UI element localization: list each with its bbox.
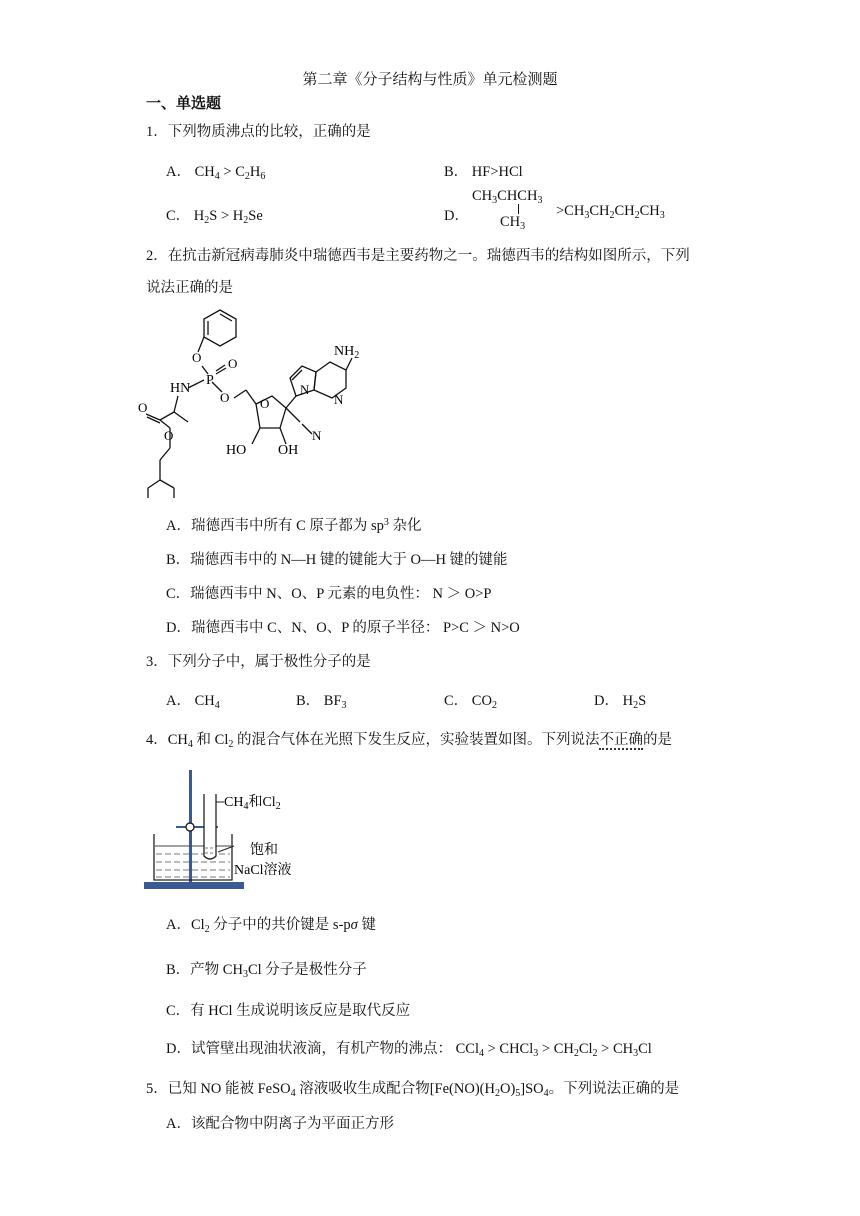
question-4-stem-end: 的是	[642, 732, 672, 748]
q4-option-b: B．产物 $CH_3Cl$ 分子是极性分子	[166, 962, 367, 980]
q4-option-d-text: D．试管壁出现油状液滴，有机产物的沸点：	[166, 1041, 452, 1057]
solution-label-1: 饱和	[250, 843, 278, 858]
gas-label: $CH_4$和$Cl_2$	[224, 795, 281, 812]
q1-option-d-bond	[518, 204, 519, 214]
hn-label: HN	[170, 381, 191, 396]
q1-option-a-label: A．	[166, 164, 191, 180]
section-heading: 一、单选题	[146, 96, 222, 112]
question-3-stem: 3．下列分子中，属于极性分子的是	[146, 654, 371, 670]
svg-text:O: O	[138, 400, 148, 415]
q3-option-a-label: A．	[166, 693, 191, 709]
q1-option-b-label: B．	[444, 164, 469, 180]
q1-option-d-main-chain: $CH_3CHCH_3$	[472, 188, 543, 206]
question-2-stem-line2: 说法正确的是	[146, 280, 233, 296]
svg-text:N: N	[334, 392, 344, 407]
q2-option-a: A．瑞德西韦中所有 C 原子都为 $sp^3$ 杂化	[166, 517, 422, 534]
svg-text:N: N	[312, 428, 322, 443]
svg-text:O: O	[228, 356, 238, 371]
q2-option-c: C．瑞德西韦中 N、O、P 元素的电负性： N ＞ O>P	[166, 586, 492, 602]
svg-text:O: O	[220, 390, 230, 405]
question-1-stem: 1．下列物质沸点的比较，正确的是	[146, 124, 371, 140]
emphasis-not-correct: 不正确	[599, 732, 643, 748]
q1-option-a	[166, 160, 265, 181]
svg-text:O: O	[164, 428, 174, 443]
q1-option-b	[444, 160, 523, 181]
q1-option-c-label: C．	[166, 208, 191, 224]
q3-option-c: C． $CO_2$	[444, 693, 497, 711]
phosphorus-label: P	[206, 373, 214, 388]
q3-option-c-label: C．	[444, 693, 469, 709]
q1-option-d-label: D．	[444, 208, 469, 224]
nh2-label: $NH_2$	[334, 344, 360, 361]
q5-option-a: A．该配合物中阴离子为平面正方形	[166, 1116, 394, 1132]
q1-option-c	[166, 204, 263, 225]
q2-option-b: B．瑞德西韦中的 N—H 键的键能大于 O—H 键的键能	[166, 552, 508, 568]
q2-option-d: D．瑞德西韦中 C、N、O、P 的原子半径： P>C ＞ N>O	[166, 620, 520, 636]
q1-option-b-text: HF>HCl	[471, 164, 523, 180]
solution-label-2: NaCl溶液	[234, 863, 292, 878]
q4-option-d: D．试管壁出现油状液滴，有机产物的沸点： CCl$_4$ > CHCl$_3$ > $CH_2Cl_2 > CH_3Cl$	[166, 1041, 652, 1059]
ho-label: HO	[226, 443, 247, 458]
q3-option-d-label: D．	[594, 693, 619, 709]
q1-option-a-formula: $CH_4 > C_2H_6$	[194, 164, 266, 182]
q1-option-d-comparison: $>CH_3CH_2CH_2CH_3$	[556, 203, 665, 221]
q4-option-c: C．有 HCl 生成说明该反应是取代反应	[166, 1003, 411, 1019]
question-5-stem: 5．已知 NO 能被 FeSO$_4$ 溶液吸收生成配合物$[Fe(NO)(H_2O)_5]SO_4$。下列说法正确的是	[146, 1081, 680, 1099]
q3-option-b-label: B．	[296, 693, 321, 709]
question-4-stem: 4．$CH_4$ 和 $Cl_2$ 的混合气体在光照下发生反应，实验装置如图。下列说法不正确的是	[146, 732, 672, 750]
svg-text:N: N	[300, 382, 310, 397]
q4-option-a: A．$Cl_2$ 分子中的共价键是 s-pσ 键	[166, 917, 376, 935]
q3-option-b: B． $BF_3$	[296, 693, 347, 711]
remdesivir-structure-figure	[130, 300, 390, 500]
oh-label: OH	[278, 443, 299, 458]
q1-option-d-branch: $CH_3$	[500, 214, 526, 232]
svg-text:O: O	[260, 396, 270, 411]
page-title: 第二章《分子结构与性质》单元检测题	[302, 72, 558, 88]
svg-text:O: O	[192, 350, 202, 365]
question-2-stem-line1: 2．在抗击新冠病毒肺炎中瑞德西韦是主要药物之一。瑞德西韦的结构如图所示，下列	[146, 248, 690, 264]
apparatus-figure	[140, 764, 340, 894]
q3-option-d: D． $H_2S$	[594, 693, 647, 711]
q1-option-c-formula: $H_2S > H_2Se$	[193, 208, 263, 226]
q3-option-a: A． $CH_4$	[166, 693, 220, 711]
